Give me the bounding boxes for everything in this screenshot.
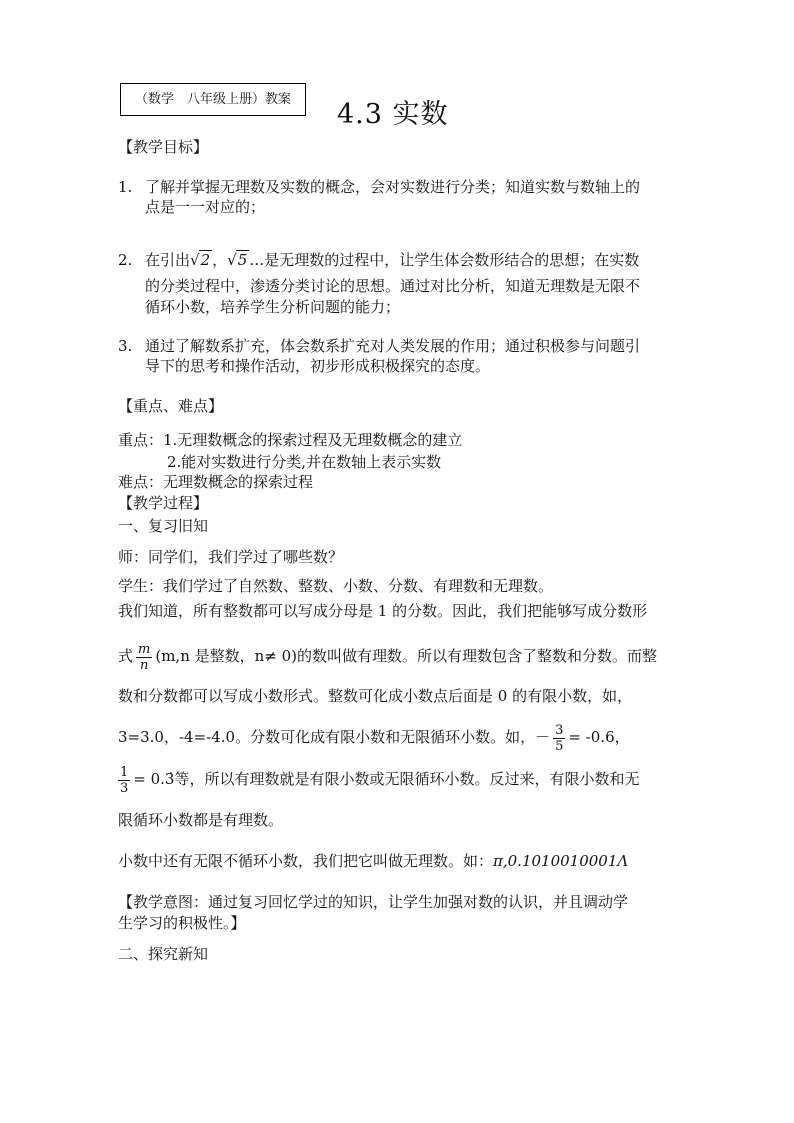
objective-1: 1. 了解并掌握无理数及实数的概念，会对实数进行分类；知道实数与数轴上的 <box>118 178 641 196</box>
paragraph-4: 3=3.0，-4=-4.0。分数可化成有限小数和无限循环小数。如，－ $\frac{3}{5}$ = -0.6， <box>118 722 630 754</box>
section-1-heading: 一、复习旧知 <box>118 517 209 535</box>
paragraph-2: 式 $\frac{m}{n}$ (m,n 是整数，n≠ 0)的数叫做有理数。所以有理数包含了整数和分数。而整 <box>118 641 658 673</box>
objective-3-cont: 导下的思考和操作活动，初步形成积极探究的态度。 <box>145 357 491 375</box>
paragraph-6: 限循环小数都是有理数。 <box>118 811 284 829</box>
key-point-2: 2.能对实数进行分类,并在数轴上表示实数 <box>167 453 442 471</box>
key-point-1: 重点：1.无理数概念的探索过程及无理数概念的建立 <box>118 431 463 449</box>
objective-1-cont: 点是一一对应的； <box>145 198 266 216</box>
intent-line-1: 【教学意图：通过复习回忆学过的知识，让学生加强对数的认识，并且调动学 <box>118 893 629 911</box>
process-heading: 【教学过程】 <box>118 494 209 512</box>
section-2-heading: 二、探究新知 <box>118 945 209 963</box>
objective-2: 2. 在引出√2 ，√5 …是无理数的过程中，让学生体会数形结合的思想；在实数 <box>118 251 640 269</box>
intent-line-2: 生学习的积极性。】 <box>118 914 246 932</box>
objective-2-cont2: 循环小数，培养学生分析问题的能力； <box>145 298 401 316</box>
difficulty: 难点：无理数概念的探索过程 <box>118 473 314 491</box>
page-title: 4.3 实数 <box>337 99 449 130</box>
paragraph-5: $\frac{1}{3}$ = 0.3̇等，所以有理数就是有限小数或无限循环小数。反过来，有限小数和无 <box>120 764 640 796</box>
objective-2-cont: 的分类过程中，渗透分类讨论的思想。通过对比分析，知道无理数是无限不 <box>145 277 641 295</box>
key-points-heading: 【重点、难点】 <box>118 397 224 415</box>
objectives-heading: 【教学目标】 <box>118 138 209 156</box>
paragraph-3: 数和分数都可以写成小数形式。整数可化成小数点后面是 0 的有限小数，如， <box>118 687 633 705</box>
teacher-line: 师：同学们，我们学过了哪些数？ <box>118 548 344 566</box>
paragraph-7: 小数中还有无限不循环小数，我们把它叫做无理数。如：π,0.1010010001Λ <box>118 852 629 870</box>
paragraph-1: 我们知道，所有整数都可以写成分母是 1 的分数。因此，我们把能够写成分数形 <box>118 602 648 620</box>
course-label-box: （数学 八年级上册）教案 <box>120 83 306 116</box>
student-line: 学生：我们学过了自然数、整数、小数、分数、有理数和无理数。 <box>118 577 554 595</box>
objective-3: 3. 通过了解数系扩充，体会数系扩充对人类发展的作用；通过积极参与问题引 <box>118 337 641 355</box>
